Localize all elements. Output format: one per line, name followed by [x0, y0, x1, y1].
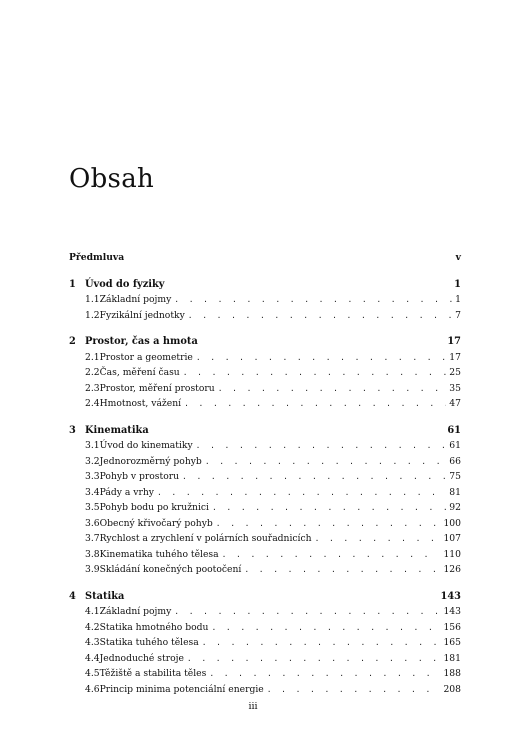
toc-section[interactable]: [69, 308, 461, 324]
toc-chapter-title: Úvod do fyziky: [85, 278, 165, 290]
toc-section-title: Základní pojmy: [99, 606, 172, 617]
leader-dots: [182, 469, 446, 485]
toc-section[interactable]: [69, 454, 461, 470]
toc-chapter[interactable]: [69, 589, 461, 605]
toc-section-number: 2.3: [85, 382, 100, 394]
toc-section-number: 2.1: [85, 351, 100, 363]
leader-dots: [196, 438, 447, 454]
leader-dots: [267, 682, 441, 698]
toc-section[interactable]: [69, 485, 461, 501]
toc-section-page: 156: [443, 621, 461, 633]
leader-dots: [202, 635, 441, 651]
toc-section[interactable]: [69, 531, 461, 547]
toc-section-number: 4.4: [85, 652, 100, 664]
toc-section-page: 126: [443, 564, 461, 575]
toc-section[interactable]: [69, 381, 461, 397]
toc-chapter-title: Prostor, čas a hmota: [85, 336, 198, 347]
toc-preface-title: Předmluva: [69, 252, 125, 263]
toc-section-number: 4.2: [85, 621, 100, 633]
toc-section-page: 1: [455, 294, 461, 305]
toc-section-number: 1.2: [85, 309, 100, 321]
toc-section[interactable]: [69, 365, 461, 381]
toc-section-page: 143: [443, 606, 461, 617]
page-title: Obsah: [69, 164, 155, 194]
leader-dots: [183, 365, 447, 381]
toc-section-title: Úvod do kinematiky: [99, 440, 193, 451]
toc-section[interactable]: [69, 500, 461, 516]
toc-section-page: 92: [449, 502, 461, 513]
toc-section-page: 7: [455, 309, 461, 321]
page-number: iii: [248, 701, 258, 712]
toc-section-number: 4.5: [85, 668, 100, 679]
toc-chapters: [69, 277, 461, 698]
toc-chapter-number: 1: [69, 278, 76, 290]
toc-section[interactable]: [69, 469, 461, 485]
toc-chapter[interactable]: [69, 334, 461, 350]
toc-section-page: 81: [449, 486, 461, 498]
toc-section-page: 208: [443, 683, 461, 695]
leader-dots: [216, 516, 441, 532]
toc-chapter-number: 3: [69, 424, 76, 436]
toc-section[interactable]: [69, 438, 461, 454]
leader-dots: [244, 562, 440, 578]
toc-chapter-number: 4: [69, 590, 76, 602]
toc-section-page: 188: [443, 668, 461, 679]
toc-section-title: Čas, měření času: [99, 367, 180, 378]
toc-section-title: Prostor a geometrie: [99, 351, 193, 363]
toc-section-number: 2.4: [85, 398, 100, 409]
toc-chapter-page: 143: [440, 590, 461, 602]
toc-section-number: 3.8: [85, 548, 100, 560]
toc-section-title: Obecný křivočarý pohyb: [99, 517, 213, 529]
toc-section-page: 110: [443, 548, 461, 560]
toc-section-number: 3.4: [85, 486, 100, 498]
toc-section-number: 3.7: [85, 533, 100, 544]
toc-section-page: 35: [449, 382, 461, 394]
toc-section[interactable]: [69, 292, 461, 308]
toc-section-page: 17: [449, 351, 461, 363]
toc-chapter-page: 17: [447, 336, 461, 347]
toc-section-number: 4.1: [85, 606, 100, 617]
toc-section-title: Pády a vrhy: [99, 486, 154, 498]
toc-section[interactable]: [69, 396, 461, 412]
leader-dots: [196, 350, 446, 366]
toc-section-title: Základní pojmy: [99, 294, 172, 305]
toc-section[interactable]: [69, 350, 461, 366]
toc-section-page: 165: [443, 637, 461, 648]
toc-section[interactable]: [69, 635, 461, 651]
toc-section-page: 181: [443, 652, 461, 664]
toc-chapter-page: 61: [447, 424, 461, 436]
toc-section-number: 3.1: [85, 440, 100, 451]
leader-dots: [209, 666, 440, 682]
toc-section-title: Statika hmotného bodu: [99, 621, 209, 633]
toc-section-title: Skládání konečných pootočení: [99, 564, 242, 575]
leader-dots: [174, 604, 440, 620]
toc-section-page: 25: [449, 367, 461, 378]
toc-section-title: Rychlost a zrychlení v polárních souřadnicích: [99, 533, 312, 544]
toc-section[interactable]: [69, 547, 461, 563]
toc-section-number: 4.6: [85, 683, 100, 695]
leader-dots: [315, 531, 441, 547]
leader-dots: [218, 381, 447, 397]
toc-section-number: 3.9: [85, 564, 100, 575]
leader-dots: [222, 547, 441, 563]
leader-dots: [157, 485, 446, 501]
toc-section-title: Jednoduché stroje: [99, 652, 184, 664]
toc-section-page: 47: [449, 398, 461, 409]
leader-dots: [187, 651, 441, 667]
toc-section-number: 1.1: [85, 294, 100, 305]
toc-section[interactable]: [69, 604, 461, 620]
toc-section-page: 100: [443, 517, 461, 529]
toc-section-number: 4.3: [85, 637, 100, 648]
toc-section-title: Princip minima potenciální energie: [99, 683, 264, 695]
toc-section[interactable]: [69, 666, 461, 682]
toc-section-title: Těžiště a stabilita těles: [99, 668, 207, 679]
leader-dots: [188, 308, 452, 324]
toc-preface-page: v: [455, 252, 461, 263]
toc-section-number: 2.2: [85, 367, 100, 378]
toc-section[interactable]: [69, 562, 461, 578]
toc-section[interactable]: [69, 651, 461, 667]
toc-section-title: Kinematika tuhého tělesa: [99, 548, 219, 560]
toc-section[interactable]: [69, 682, 461, 698]
table-of-contents: [69, 250, 461, 697]
leader-dots: [174, 292, 452, 308]
toc-chapter-title: Statika: [85, 590, 125, 602]
toc-chapter[interactable]: [69, 423, 461, 439]
toc-section[interactable]: [69, 620, 461, 636]
toc-section-title: Hmotnost, vážení: [99, 398, 182, 409]
toc-section-title: Prostor, měření prostoru: [99, 382, 215, 394]
toc-section-page: 66: [449, 455, 461, 467]
toc-section-number: 3.5: [85, 502, 100, 513]
toc-section-number: 3.2: [85, 455, 100, 467]
toc-section-number: 3.3: [85, 471, 100, 482]
toc-section[interactable]: [69, 516, 461, 532]
toc-chapter-title: Kinematika: [85, 424, 149, 436]
toc-section-number: 3.6: [85, 517, 100, 529]
toc-chapter[interactable]: [69, 277, 461, 293]
leader-dots: [184, 396, 446, 412]
leader-dots: [212, 500, 446, 516]
toc-chapter-page: 1: [454, 278, 461, 290]
toc-section-title: Statika tuhého tělesa: [99, 637, 199, 648]
toc-section-title: Jednorozměrný pohyb: [99, 455, 202, 467]
toc-section-page: 75: [449, 471, 461, 482]
leader-dots: [211, 620, 440, 636]
toc-preface[interactable]: [69, 250, 461, 266]
toc-section-page: 107: [443, 533, 461, 544]
toc-chapter-number: 2: [69, 336, 76, 347]
toc-section-title: Pohyb v prostoru: [99, 471, 180, 482]
leader-dots: [205, 454, 446, 470]
toc-section-title: Pohyb bodu po kružnici: [99, 502, 209, 513]
toc-section-page: 61: [449, 440, 461, 451]
toc-section-title: Fyzikální jednotky: [99, 309, 185, 321]
